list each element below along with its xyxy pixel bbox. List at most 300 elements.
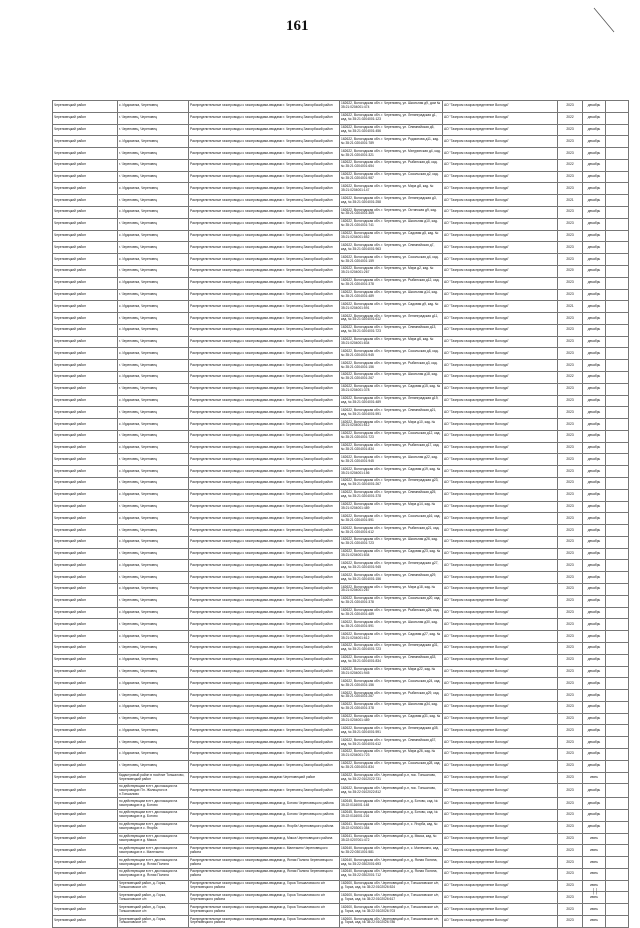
owner-cell: АО "Газпром газораспределение Вологда"	[443, 572, 558, 584]
table-row	[53, 148, 629, 160]
table-row	[53, 419, 629, 431]
month-cell: декабрь	[583, 159, 606, 171]
district-cell: Череповецкий район	[53, 607, 118, 619]
month-cell: декабрь	[583, 148, 606, 160]
year-cell: 2023	[558, 254, 583, 266]
address-cell: 162622, Вологодская обл. г. Череповец, ул. Мира д8, кад. № 35:21:0204001:147	[340, 183, 443, 195]
table-row	[53, 642, 629, 654]
locality-cell: г. Череповец, Череповец	[118, 265, 189, 277]
table-row	[53, 371, 629, 383]
locality-cell: г. Череповец, Череповец	[118, 595, 189, 607]
owner-cell: АО "Газпром газораспределение Вологда"	[443, 136, 558, 148]
object-cell: Распределительные газопроводы с газопроводами-вводами с. Ягорба Череповецкого района	[189, 821, 340, 833]
owner-cell: АО "Газпром газораспределение Вологда"	[443, 395, 558, 407]
year-cell: 2023	[558, 407, 583, 419]
locality-cell: г. Череповец, Череповец	[118, 159, 189, 171]
object-cell: Распределительные газопроводы с газопроводами-вводами д. Ботово Череповецкого района	[189, 798, 340, 810]
district-cell: Череповецкий район	[53, 916, 118, 928]
owner-cell: АО "Газпром газораспределение Вологда"	[443, 772, 558, 784]
object-cell: Распределительные газопроводы с газопроводами-вводами г. Череповец Заягорбский район	[189, 654, 340, 666]
owner-cell: АО "Газпром газораспределение Вологда"	[443, 536, 558, 548]
year-cell: 2023	[558, 383, 583, 395]
address-cell: 162622, Вологодская обл. г. Череповец, ул. Сокольская д24, кад. № 35:21:0204001:156	[340, 678, 443, 690]
address-cell: 162641, Вологодская обл. Череповецкий р-н, д. Мякса, кад. № 35:22:0207001:472	[340, 833, 443, 845]
owner-cell: АО "Газпром газораспределение Вологда"	[443, 690, 558, 702]
year-cell: 2023	[558, 419, 583, 431]
month-cell: декабрь	[583, 501, 606, 513]
month-cell: июнь	[583, 833, 606, 845]
owner-cell: АО "Газпром газораспределение Вологда"	[443, 892, 558, 904]
year-cell: 2023	[558, 395, 583, 407]
owner-cell: АО "Газпром газораспределение Вологда"	[443, 513, 558, 525]
object-cell: Распределительные газопроводы с газопроводами-вводами г. Череповец Заягорбский район	[189, 207, 340, 219]
address-cell: 162622, Вологодская обл. г. Череповец, ул. Ленинградская д23, кад. № 35:21:0204001:267	[340, 478, 443, 490]
month-cell: декабрь	[583, 713, 606, 725]
locality-cell: с. Ирдоматка, Череповец	[118, 560, 189, 572]
address-cell: 162622, Вологодская обл. г. Череповец, ул. Мира д6, кад. № 35:21:0204001:834	[340, 336, 443, 348]
month-cell: декабрь	[583, 242, 606, 254]
month-cell: декабрь	[583, 784, 606, 798]
owner-cell: АО "Газпром газораспределение Вологда"	[443, 821, 558, 833]
month-cell: декабрь	[583, 810, 606, 822]
empty-cell	[606, 101, 629, 113]
year-cell: 2023	[558, 230, 583, 242]
year-cell: 2023	[558, 642, 583, 654]
owner-cell: АО "Газпром газораспределение Вологда"	[443, 254, 558, 266]
district-cell: Череповецкий район	[53, 101, 118, 113]
month-cell: декабрь	[583, 821, 606, 833]
empty-cell	[606, 584, 629, 596]
month-cell: декабрь	[583, 277, 606, 289]
table-row	[53, 348, 629, 360]
owner-cell: АО "Газпром газораспределение Вологда"	[443, 525, 558, 537]
object-cell: Распределительные газопроводы с газопроводами-вводами г. Череповец Заягорбский район	[189, 183, 340, 195]
district-cell: Череповецкий район	[53, 798, 118, 810]
empty-cell	[606, 301, 629, 313]
year-cell: 2023	[558, 631, 583, 643]
month-cell: июнь	[583, 916, 606, 928]
address-cell: 162622, Вологодская обл. г. Череповец, ул. Матуринская д4, кад. № 35:21:0204001:321	[340, 148, 443, 160]
address-cell: 162622, Вологодская обл. г. Череповец, ул. Сокольская д2, кад. № 35:21:0204001:987	[340, 171, 443, 183]
district-cell: Череповецкий район	[53, 513, 118, 525]
empty-cell	[606, 737, 629, 749]
address-cell: 162622, Вологодская обл. г. Череповец, ул. Рыбинская д12, кад. № 35:21:0204001:378	[340, 277, 443, 289]
year-cell: 2023	[558, 845, 583, 857]
month-cell: декабрь	[583, 112, 606, 124]
empty-cell	[606, 748, 629, 760]
locality-cell: Череповецкий район, д. Горка, Тоншаловское с/п	[118, 904, 189, 916]
empty-cell	[606, 619, 629, 631]
table-row	[53, 442, 629, 454]
month-cell: декабрь	[583, 101, 606, 113]
object-cell: Распределительные газопроводы с газопроводами-вводами г. Череповец Заягорбский район	[189, 195, 340, 207]
table-row	[53, 195, 629, 207]
address-cell: 162622, Вологодская обл. г. Череповец, ул. Садовая д31, кад. № 35:21:0204001:489	[340, 713, 443, 725]
object-cell: Распределительные газопроводы с газопроводами-вводами г. Череповец Заягорбский район	[189, 265, 340, 277]
district-cell: Череповецкий район	[53, 218, 118, 230]
locality-cell: с. Ирдоматка, Череповец	[118, 725, 189, 737]
empty-cell	[606, 607, 629, 619]
owner-cell: АО "Газпром газораспределение Вологда"	[443, 407, 558, 419]
district-cell: Череповецкий район	[53, 833, 118, 845]
district-cell: Череповецкий район	[53, 501, 118, 513]
table-row	[53, 737, 629, 749]
table-row	[53, 183, 629, 195]
object-cell: Распределительные газопроводы с газопроводами-вводами г. Череповец Заягорбский район	[189, 383, 340, 395]
empty-cell	[606, 904, 629, 916]
locality-cell: Череповецкий район, д. Горка, Тоншаловское с/п	[118, 892, 189, 904]
empty-cell	[606, 845, 629, 857]
year-cell: 2023	[558, 124, 583, 136]
locality-cell: с. Ирдоматка, Череповец	[118, 348, 189, 360]
year-cell: 2023	[558, 725, 583, 737]
locality-cell: г. Череповец, Череповец	[118, 478, 189, 490]
empty-cell	[606, 892, 629, 904]
district-cell: Череповецкий район	[53, 572, 118, 584]
table-row	[53, 701, 629, 713]
address-cell: 162622, Вологодская обл. г. Череповец, ул. Школьная д34, кад. № 35:21:0204001:378	[340, 701, 443, 713]
owner-cell: АО "Газпром газораспределение Вологда"	[443, 857, 558, 869]
object-cell: Распределительные газопроводы с газопроводами-вводами г. Череповец Заягорбский район	[189, 748, 340, 760]
year-cell: 2023	[558, 442, 583, 454]
empty-cell	[606, 242, 629, 254]
empty-cell	[606, 857, 629, 869]
address-cell: 162640, Вологодская обл. Череповецкий р-н, д. Ясная Поляна, кад. № 35:22:0302001:712	[340, 868, 443, 880]
address-cell: 162622, Вологодская обл. г. Череповец, ул. Мира д10, кад. № 35:21:0204001:612	[340, 419, 443, 431]
object-cell: Распределительные газопроводы с газопроводами-вводами г. Череповец Заягорбский район	[189, 737, 340, 749]
empty-cell	[606, 124, 629, 136]
table-row	[53, 725, 629, 737]
table-row	[53, 466, 629, 478]
district-cell: Череповецкий район	[53, 466, 118, 478]
address-cell: 162622, Вологодская обл. г. Череповец, ул. Ленинградская д19, кад. № 35:21:0204001:489	[340, 395, 443, 407]
object-cell: Распределительные газопроводы с газопроводами-вводами г. Череповец Заягорбский район	[189, 713, 340, 725]
year-cell: 2023	[558, 833, 583, 845]
district-cell: Череповецкий район	[53, 254, 118, 266]
table-row	[53, 207, 629, 219]
district-cell: Череповецкий район	[53, 892, 118, 904]
locality-cell: с. Ирдоматка, Череповец	[118, 254, 189, 266]
object-cell: Распределительные газопроводы с газопроводами-вводами г. Череповец Заягорбский район	[189, 666, 340, 678]
table-row	[53, 289, 629, 301]
address-cell: 162640, Вологодская обл. Череповецкий р-н, с. Малечкино, кад. № 35:22:0301001:581	[340, 845, 443, 857]
year-cell: 2023	[558, 454, 583, 466]
address-cell: 162622, Вологодская обл. г. Череповец, ул. Школьная д14, кад. № 35:21:0204001:489	[340, 289, 443, 301]
address-cell: 162622, Вологодская обл. г. Череповец, ул. Ленинградская д3, кад. № 35:21:0204001:258	[340, 195, 443, 207]
table-row	[53, 607, 629, 619]
table-row	[53, 513, 629, 525]
address-cell: 162622, Вологодская обл. г. Череповец, ул. Олимпийская д5, кад. № 35:21:0204001:456	[340, 124, 443, 136]
locality-cell: с. Ирдоматка, Череповец	[118, 701, 189, 713]
year-cell: 2023	[558, 277, 583, 289]
year-cell: 2023	[558, 171, 583, 183]
owner-cell: АО "Газпром газораспределение Вологда"	[443, 548, 558, 560]
owner-cell: АО "Газпром газораспределение Вологда"	[443, 678, 558, 690]
district-cell: Череповецкий район	[53, 454, 118, 466]
locality-cell: г. Череповец, Череповец	[118, 501, 189, 513]
month-cell: декабрь	[583, 642, 606, 654]
address-cell: 162622, Вологодская обл. г. Череповец, ул. Ленинградская д31, кад. № 35:21:0204001:723	[340, 642, 443, 654]
table-row	[53, 407, 629, 419]
empty-cell	[606, 159, 629, 171]
year-cell: 2023	[558, 584, 583, 596]
empty-cell	[606, 454, 629, 466]
owner-cell: АО "Газпром газораспределение Вологда"	[443, 654, 558, 666]
address-cell: 162600, Вологодская обл. Череповецкий р-н, Тоншаловское с/п, д. Горка, кад. № 35:22:0102026:703	[340, 904, 443, 916]
year-cell: 2023	[558, 916, 583, 928]
table-row	[53, 242, 629, 254]
page-number: 161	[286, 18, 309, 34]
object-cell: Распределительные газопроводы с газопроводами-вводами г. Череповец Заягорбский район	[189, 690, 340, 702]
district-cell: Череповецкий район	[53, 642, 118, 654]
table-row	[53, 454, 629, 466]
empty-cell	[606, 148, 629, 160]
table-row	[53, 584, 629, 596]
month-cell: июнь	[583, 857, 606, 869]
object-cell: Распределительные газопроводы с газопроводами-вводами г. Череповец Заягорбский район	[189, 760, 340, 772]
object-cell: Распределительные газопроводы с газопроводами-вводами г. Череповец Заягорбский район	[189, 595, 340, 607]
month-cell: июнь	[583, 845, 606, 857]
month-cell: декабрь	[583, 525, 606, 537]
object-cell: Распределительные газопроводы с газопроводами-вводами г. Череповец Заягорбский район	[189, 277, 340, 289]
locality-cell: г. Череповец, Череповец	[118, 690, 189, 702]
empty-cell	[606, 383, 629, 395]
address-cell: 162622, Вологодская обл. г. Череповец, ул. Ленинградская д1, кад. № 35:21:0204001:123	[340, 112, 443, 124]
table-row	[53, 525, 629, 537]
object-cell: Распределительные газопроводы с газопроводами-вводами г. Череповец Заягорбский район	[189, 218, 340, 230]
district-cell: Череповецкий район	[53, 313, 118, 325]
month-cell: декабрь	[583, 560, 606, 572]
month-cell: июнь	[583, 892, 606, 904]
empty-cell	[606, 880, 629, 892]
object-cell: Распределительные газопроводы с газопроводами-вводами г. Череповец Заягорбский район	[189, 478, 340, 490]
table-row	[53, 254, 629, 266]
district-cell: Череповецкий район	[53, 265, 118, 277]
empty-cell	[606, 536, 629, 548]
year-cell: 2022	[558, 159, 583, 171]
object-cell: Распределительные газопроводы с газопроводами-вводами д. Ясная Поляна Череповецкого района	[189, 868, 340, 880]
district-cell: Череповецкий район	[53, 654, 118, 666]
empty-cell	[606, 171, 629, 183]
address-cell: 162622, Вологодская обл. г. Череповец, ул. Мира д18, кад. № 35:21:0204001:267	[340, 584, 443, 596]
address-cell: 162622, Вологодская обл. г. Череповец, ул. Сокольская д8, кад. № 35:21:0204001:945	[340, 348, 443, 360]
district-cell: Череповецкий район	[53, 713, 118, 725]
empty-cell	[606, 430, 629, 442]
owner-cell: АО "Газпром газораспределение Вологда"	[443, 619, 558, 631]
address-cell: 162622, Вологодская обл. г. Череповец, ул. Олимпийская д13, кад. № 35:21:0204001:723	[340, 324, 443, 336]
month-cell: декабрь	[583, 760, 606, 772]
year-cell: 2022	[558, 371, 583, 383]
month-cell: декабрь	[583, 254, 606, 266]
table-row	[53, 230, 629, 242]
locality-cell: г. Череповец, Череповец	[118, 713, 189, 725]
empty-cell	[606, 548, 629, 560]
locality-cell: г. Череповец, Череповец	[118, 525, 189, 537]
object-cell: Распределительные газопроводы с газопроводами-вводами г. Череповец Заягорбский район	[189, 784, 340, 798]
owner-cell: АО "Газпром газораспределение Вологда"	[443, 666, 558, 678]
district-cell: Череповецкий район	[53, 478, 118, 490]
district-cell: Череповецкий район	[53, 195, 118, 207]
locality-cell: с. Ирдоматка, Череповец	[118, 395, 189, 407]
month-cell: декабрь	[583, 489, 606, 501]
month-cell: декабрь	[583, 383, 606, 395]
address-cell: 162622, Вологодская обл. г. Череповец, ул. Школьная д18, кад. № 35:21:0204001:267	[340, 371, 443, 383]
owner-cell: АО "Газпром газораспределение Вологда"	[443, 701, 558, 713]
owner-cell: АО "Газпром газораспределение Вологда"	[443, 489, 558, 501]
object-cell: Распределительные газопроводы с газопроводами-вводами г. Череповец Заягорбский район	[189, 419, 340, 431]
table-row	[53, 548, 629, 560]
locality-cell: с. Ирдоматка, Череповец	[118, 136, 189, 148]
table-row	[53, 301, 629, 313]
year-cell: 2023	[558, 101, 583, 113]
locality-cell: по действующим в пгт. дислокации на газопроводах в д. Ботово	[118, 798, 189, 810]
address-cell: 162640, Вологодская обл. Череповецкий р-н, д. Ясная Поляна, кад. № 35:22:0302001:693	[340, 857, 443, 869]
month-cell: декабрь	[583, 419, 606, 431]
owner-cell: АО "Газпром газораспределение Вологда"	[443, 148, 558, 160]
empty-cell	[606, 916, 629, 928]
table-row	[53, 560, 629, 572]
locality-cell: с. Ирдоматка, Череповец	[118, 230, 189, 242]
locality-cell: г. Череповец, Череповец	[118, 666, 189, 678]
district-cell: Череповецкий район	[53, 690, 118, 702]
owner-cell: АО "Газпром газораспределение Вологда"	[443, 845, 558, 857]
locality-cell: г. Череповец, Череповец	[118, 313, 189, 325]
owner-cell: АО "Газпром газораспределение Вологда"	[443, 124, 558, 136]
owner-cell: АО "Газпром газораспределение Вологда"	[443, 595, 558, 607]
object-cell: Распределительные газопроводы с газопроводами-вводами д. Горка Тоншаловского с/п Череповецкого района	[189, 880, 340, 892]
owner-cell: АО "Газпром газораспределение Вологда"	[443, 265, 558, 277]
district-cell: Череповецкий район	[53, 701, 118, 713]
year-cell: 2023	[558, 572, 583, 584]
month-cell: декабрь	[583, 631, 606, 643]
owner-cell: АО "Газпром газораспределение Вологда"	[443, 101, 558, 113]
district-cell: Череповецкий район	[53, 360, 118, 372]
district-cell: Череповецкий район	[53, 183, 118, 195]
address-cell: 162622, Вологодская обл. г. Череповец, ул. Школьная д30, кад. № 35:21:0204001:591	[340, 619, 443, 631]
empty-cell	[606, 183, 629, 195]
month-cell: декабрь	[583, 313, 606, 325]
table-row	[53, 360, 629, 372]
empty-cell	[606, 360, 629, 372]
object-cell: Распределительные газопроводы с газопроводами-вводами г. Череповец Заягорбский район	[189, 254, 340, 266]
object-cell: Распределительные газопроводы с газопроводами-вводами г. Череповец Заягорбский район	[189, 725, 340, 737]
object-cell: Распределительные газопроводы с газопроводами-вводами г. Череповец Заягорбский район	[189, 619, 340, 631]
year-cell: 2023	[558, 525, 583, 537]
empty-cell	[606, 713, 629, 725]
table-row	[53, 904, 629, 916]
locality-cell: с. Ирдоматка, Череповец	[118, 207, 189, 219]
object-cell: Распределительные газопроводы с газопроводами-вводами г. Череповец Заягорбский район	[189, 430, 340, 442]
month-cell: декабрь	[583, 619, 606, 631]
address-cell: 162622, Вологодская обл. г. Череповец, ул. Ленинградская д27, кад. № 35:21:0204001:945	[340, 560, 443, 572]
district-cell: Череповецкий район	[53, 124, 118, 136]
owner-cell: АО "Газпром газораспределение Вологда"	[443, 760, 558, 772]
district-cell: Череповецкий район	[53, 631, 118, 643]
locality-cell: по действующим в пгт. дислокации на газопроводах Пл. Жилищного в п.Тоншалово	[118, 784, 189, 798]
object-cell: Распределительные газопроводы с газопроводами-вводами г. Череповец Заягорбский район	[189, 112, 340, 124]
owner-cell: АО "Газпром газораспределение Вологда"	[443, 301, 558, 313]
empty-cell	[606, 772, 629, 784]
empty-cell	[606, 572, 629, 584]
table-row	[53, 324, 629, 336]
month-cell: декабрь	[583, 725, 606, 737]
year-cell: 2023	[558, 810, 583, 822]
locality-cell: г. Череповец, Череповец	[118, 124, 189, 136]
address-cell: 162622, Вологодская обл. г. Череповец, ул. Школьная д22, кад. № 35:21:0204001:945	[340, 454, 443, 466]
district-cell: Череповецкий район	[53, 560, 118, 572]
object-cell: Распределительные газопроводы с газопроводами-вводами г. Череповец Заягорбский район	[189, 313, 340, 325]
object-cell: Распределительные газопроводы с газопроводами-вводами г. Череповец Заягорбский район	[189, 701, 340, 713]
owner-cell: АО "Газпром газораспределение Вологда"	[443, 904, 558, 916]
owner-cell: АО "Газпром газораспределение Вологда"	[443, 584, 558, 596]
empty-cell	[606, 289, 629, 301]
year-cell: 2023	[558, 289, 583, 301]
month-cell: декабрь	[583, 265, 606, 277]
address-cell: 162622, Вологодская обл. Череповецкий р-н, пос. Тоншалово, кад. № 35:22:0102022:812	[340, 784, 443, 798]
district-cell: Череповецкий район	[53, 536, 118, 548]
address-cell: 162622, Вологодская обл. г. Череповец, ул. Олимпийская д33, кад. № 35:21:0204001:834	[340, 654, 443, 666]
year-cell: 2023	[558, 701, 583, 713]
locality-cell: г. Череповец, Череповец	[118, 218, 189, 230]
locality-cell: г. Череповец, Череповец	[118, 548, 189, 560]
locality-cell: с. Ирдоматка, Череповец	[118, 442, 189, 454]
month-cell: декабрь	[583, 454, 606, 466]
district-cell: Череповецкий район	[53, 760, 118, 772]
month-cell: декабрь	[583, 195, 606, 207]
locality-cell: с. Ирдоматка, Череповец	[118, 654, 189, 666]
year-cell: 2021	[558, 301, 583, 313]
district-cell: Череповецкий район	[53, 383, 118, 395]
month-cell: декабрь	[583, 348, 606, 360]
district-cell: Череповецкий район	[53, 784, 118, 798]
empty-cell	[606, 642, 629, 654]
table-row	[53, 336, 629, 348]
object-cell: Распределительные газопроводы с газопроводами-вводами д. Горка Тоншаловского с/п Череповецкого района	[189, 892, 340, 904]
owner-cell: АО "Газпром газораспределение Вологда"	[443, 371, 558, 383]
year-cell: 2023	[558, 560, 583, 572]
year-cell: 2023	[558, 548, 583, 560]
address-cell: 162622, Вологодская обл. г. Череповец, ул. Мира д2, кад. № 35:21:0204001:267	[340, 265, 443, 277]
year-cell: 2023	[558, 821, 583, 833]
locality-cell: по действующим в пгт. дислокации на газопроводах в д. Ботово	[118, 810, 189, 822]
owner-cell: АО "Газпром газораспределение Вологда"	[443, 880, 558, 892]
address-cell: 162622, Вологодская обл. г. Череповец, ул. Сокольская д28, кад. № 35:21:0204001:834	[340, 760, 443, 772]
month-cell: декабрь	[583, 360, 606, 372]
district-cell: Череповецкий район	[53, 904, 118, 916]
month-cell: декабрь	[583, 124, 606, 136]
address-cell: 162622, Вологодская обл. г. Череповец, ул. Сокольская д20, кад. № 35:21:0204001:378	[340, 595, 443, 607]
corner-pen-mark	[592, 6, 618, 36]
locality-cell: с. Ирдоматка, Череповец	[118, 748, 189, 760]
year-cell: 2023	[558, 690, 583, 702]
table-row	[53, 857, 629, 869]
locality-cell: г. Череповец, Череповец	[118, 195, 189, 207]
empty-cell	[606, 868, 629, 880]
locality-cell: г. Череповец, Череповец	[118, 760, 189, 772]
locality-cell: г. Череповец, Череповец	[118, 242, 189, 254]
table-row	[53, 430, 629, 442]
year-cell: 2023	[558, 619, 583, 631]
address-cell: 162622, Вологодская обл. г. Череповец, ул. Садовая д19, кад. № 35:21:0204001:156	[340, 466, 443, 478]
locality-cell: Череповецкий район, д. Горка, Тоншаловское с/п	[118, 880, 189, 892]
object-cell: Распределительные газопроводы с газопроводами-вводами г. Череповец Заягорбский район	[189, 454, 340, 466]
object-cell: Распределительные газопроводы с газопроводами-вводами г. Череповец Заягорбский район	[189, 336, 340, 348]
object-cell: Распределительные газопроводы с газопроводами-вводами д. Мякса Череповецкого района	[189, 833, 340, 845]
month-cell: декабрь	[583, 466, 606, 478]
month-cell: декабрь	[583, 478, 606, 490]
month-cell: июнь	[583, 880, 606, 892]
owner-cell: АО "Газпром газораспределение Вологда"	[443, 784, 558, 798]
